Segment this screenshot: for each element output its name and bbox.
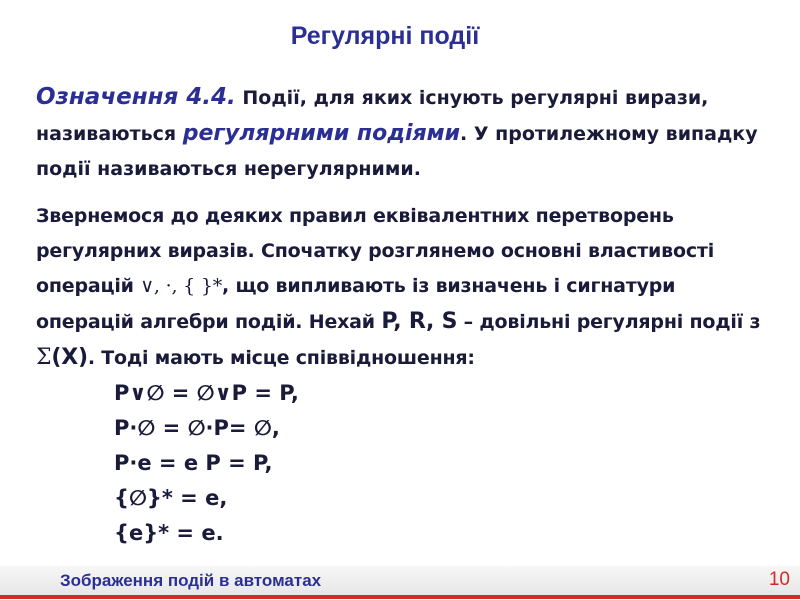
paragraph-text-3: – довільні регулярні події з [457,311,761,333]
page-number: 10 [768,569,790,590]
definition-paragraph [36,80,776,187]
slide-content [36,80,776,551]
definition-term: регулярними подіями [182,121,461,146]
operations-symbols: ∨, ·, { }* [140,275,223,297]
definition-text-1: Події, для яких існують регулярні вирази, називаються [36,87,709,145]
formulas-list [36,376,776,551]
formula-line: P·e = e P = P, [114,451,273,475]
variables-list: P, R, S [381,309,458,334]
definition-label: Означення 4.4. [36,84,236,110]
footer-divider [0,595,800,599]
formula-line: P∨∅ = ∅∨P = P, [114,381,299,405]
paragraph-text-1: Звернемося до деяких правил еквівалентних перетворень регулярних виразів. Спочатку розглянемо основні властивості операцій [36,205,715,297]
definition-text-2: . У протилежному випадку події називаються нерегулярними. [36,123,758,180]
paragraph-text-2: , що випливають із визначень і сигнатури операцій алгебри подій. Нехай [36,275,676,333]
paragraph-text-4: . Тоді мають місце співвідношення: [87,347,475,369]
sigma-symbol: Σ [36,345,52,370]
properties-paragraph [36,199,776,376]
sigma-argument: (X) [51,345,88,370]
slide-title: Регулярні події [290,22,480,50]
footer-title: Зображення подій в автоматах [60,571,322,590]
formula-line: {e}* = e. [114,521,224,545]
formula-line: P·∅ = ∅·P= ∅, [114,416,280,440]
formula-line: {∅}* = e, [114,486,228,510]
